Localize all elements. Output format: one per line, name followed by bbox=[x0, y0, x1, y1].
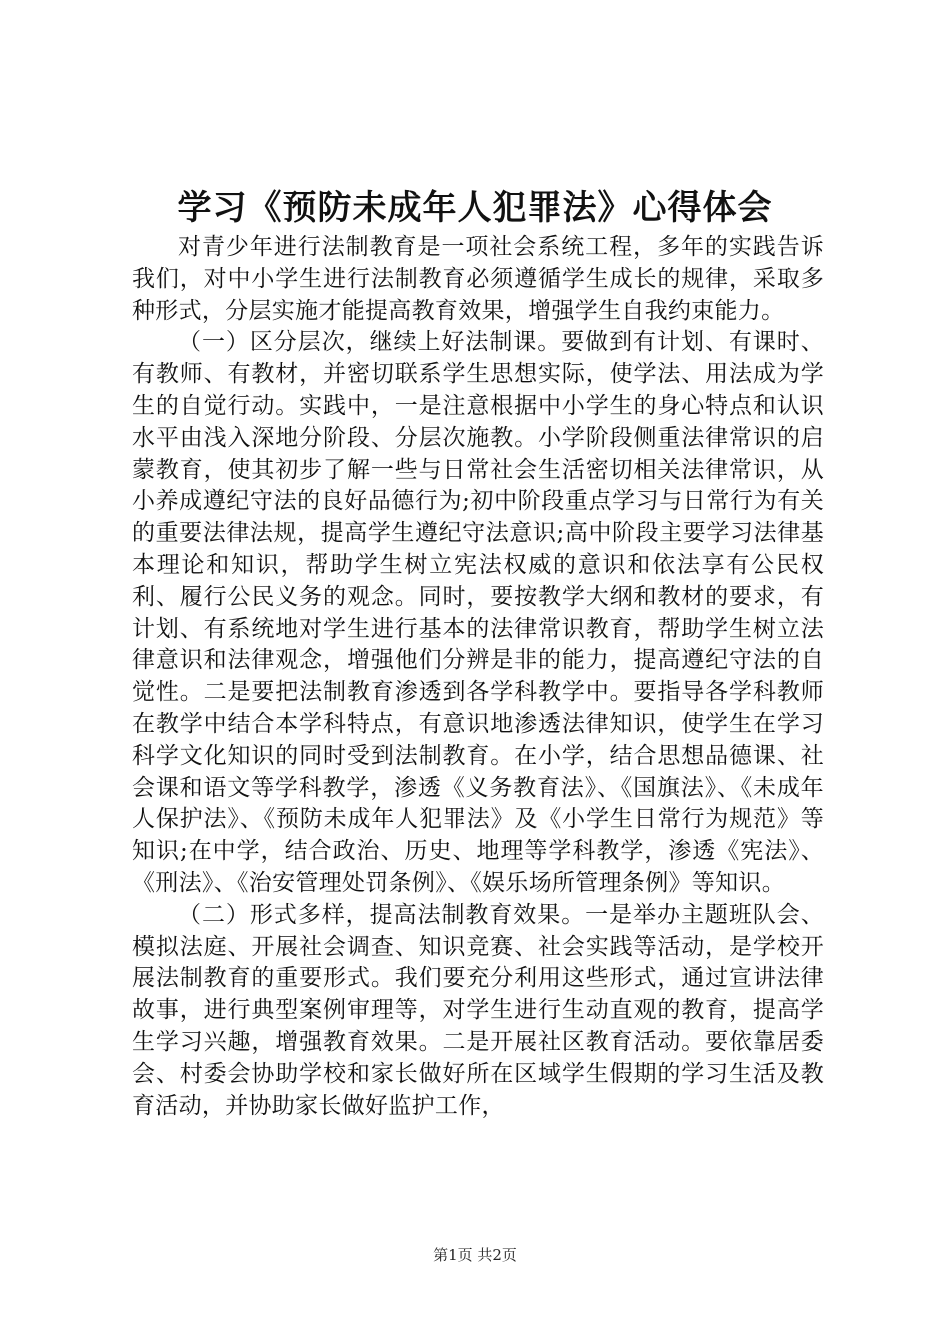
document-body bbox=[132, 232, 824, 1122]
paragraph-section-two: （二）形式多样，提高法制教育效果。一是举办主题班队会、模拟法庭、开展社会调查、知识竞赛、社会实践等活动，是学校开展法制教育的重要形式。我们要充分利用这些形式，通过宣讲法律故事，进行典型案例审理等，对学生进行生动直观的教育，提高学生学习兴趣，增强教育效果。二是开展社区教育活动。要依靠居委会、村委会协助学校和家长做好所在区域学生假期的学习生活及教育活动，并协助家长做好监护工作， bbox=[132, 901, 824, 1119]
page-number-footer: 第1页 共2页 bbox=[433, 1246, 517, 1264]
document-title: 学习《预防未成年人犯罪法》心得体会 bbox=[177, 188, 773, 228]
paragraph-intro: 对青少年进行法制教育是一项社会系统工程，多年的实践告诉我们，对中小学生进行法制教育必须遵循学生成长的规律，采取多种形式，分层实施才能提高教育效果，增强学生自我约束能力。 bbox=[132, 234, 824, 324]
paragraph-section-one: （一）区分层次，继续上好法制课。要做到有计划、有课时、有教师、有教材，并密切联系学生思想实际，使学法、用法成为学生的自觉行动。实践中，一是注意根据中小学生的身心特点和认识水平由浅入深地分阶段、分层次施教。小学阶段侧重法律常识的启蒙教育，使其初步了解一些与日常社会生活密切相关法律常识，从小养成遵纪守法的良好品德行为;初中阶段重点学习与日常行为有关的重要法律法规，提高学生遵纪守法意识;高中阶段主要学习法律基本理论和知识，帮助学生树立宪法权威的意识和依法享有公民权利、履行公民义务的观念。同时，要按教学大纲和教材的要求，有计划、有系统地对学生进行基本的法律常识教育，帮助学生树立法律意识和法律观念，增强他们分辨是非的能力，提高遵纪守法的自觉性。二是要把法制教育渗透到各学科教学中。要指导各学科教师在教学中结合本学科特点，有意识地渗透法律知识，使学生在学习科学文化知识的同时受到法制教育。在小学，结合思想品德课、社会课和语文等学科教学，渗透《义务教育法》、《国旗法》、《未成年人保护法》、《预防未成年人犯罪法》及《小学生日常行为规范》等知识;在中学，结合政治、历史、地理等学科教学，渗透《宪法》、《刑法》、《治安管理处罚条例》、《娱乐场所管理条例》等知识。 bbox=[132, 329, 824, 896]
